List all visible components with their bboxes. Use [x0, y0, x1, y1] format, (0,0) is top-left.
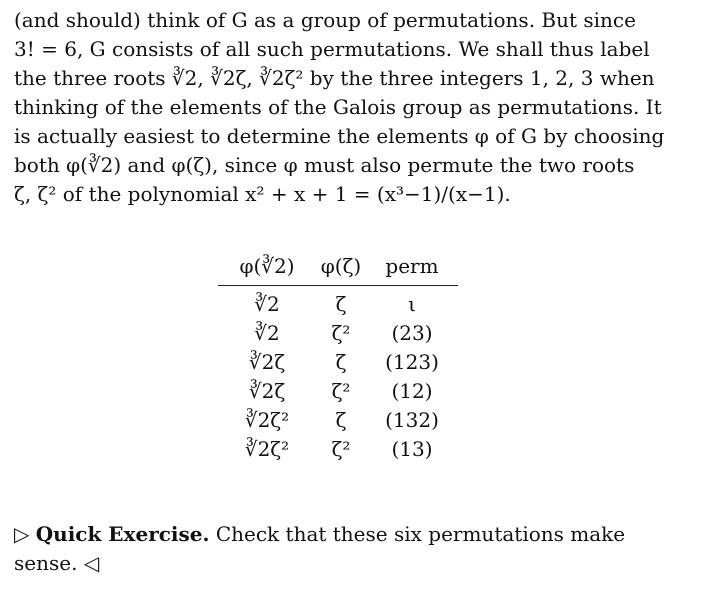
table-header-row	[218, 250, 458, 282]
table-cell: ∛2ζ	[248, 350, 286, 374]
exercise-line-1	[14, 520, 690, 549]
table-row	[218, 435, 458, 464]
paragraph-line-7: ζ, ζ² of the polynomial x² + x + 1 = (x³−1)/(x−1).	[14, 182, 511, 206]
table-cell: ζ	[335, 408, 347, 432]
galois-table	[218, 250, 458, 464]
column-header-perm: perm	[385, 254, 439, 278]
table-cell: ζ²	[331, 379, 351, 403]
table-cell: ζ	[335, 292, 347, 316]
table-cell: ∛2ζ²	[244, 437, 290, 461]
paragraph-line-6: both φ(∛2) and φ(ζ), since φ must also permute the two roots	[14, 153, 635, 177]
exercise-text-line-2: sense.	[14, 551, 78, 575]
quick-exercise	[14, 520, 690, 578]
table-row	[218, 406, 458, 435]
exercise-end-marker-icon: ◁	[83, 551, 100, 575]
table-cell: ζ²	[331, 437, 351, 461]
table-row	[218, 290, 458, 319]
table-cell: ι	[408, 292, 416, 316]
table-row	[218, 348, 458, 377]
paragraph-line-1: (and should) think of G as a group of permutations. But since	[14, 8, 636, 32]
table-cell: ζ	[335, 350, 347, 374]
table-cell: (12)	[391, 379, 433, 403]
exercise-start-marker-icon: ▷	[14, 522, 30, 546]
table-cell: (23)	[391, 321, 433, 345]
table-row	[218, 319, 458, 348]
exercise-line-2	[14, 549, 690, 578]
table-row	[218, 377, 458, 406]
table-cell: (132)	[385, 408, 439, 432]
table-cell: ζ²	[331, 321, 351, 345]
table-cell: ∛2	[254, 292, 280, 316]
table-cell: (123)	[385, 350, 439, 374]
paragraph-line-3: the three roots ∛2, ∛2ζ, ∛2ζ² by the three integers 1, 2, 3 when	[14, 66, 655, 90]
paragraph-line-5: is actually easiest to determine the elements φ of G by choosing	[14, 124, 665, 148]
table-cell: (13)	[391, 437, 433, 461]
column-header-phi-zeta: φ(ζ)	[320, 254, 362, 278]
exercise-text-line-1: Check that these six permutations make	[215, 522, 626, 546]
paragraph-line-4: thinking of the elements of the Galois group as permutations. It	[14, 95, 662, 119]
table-cell: ∛2	[254, 321, 280, 345]
exercise-title: Quick Exercise.	[35, 522, 210, 546]
table-cell: ∛2ζ²	[244, 408, 290, 432]
table-header-rule	[218, 285, 458, 286]
table-cell: ∛2ζ	[248, 379, 286, 403]
paragraph-line-2: 3! = 6, G consists of all such permutations. We shall thus label	[14, 37, 650, 61]
body-paragraph	[14, 6, 690, 209]
column-header-phi-cube-root-2: φ(∛2)	[239, 254, 295, 278]
